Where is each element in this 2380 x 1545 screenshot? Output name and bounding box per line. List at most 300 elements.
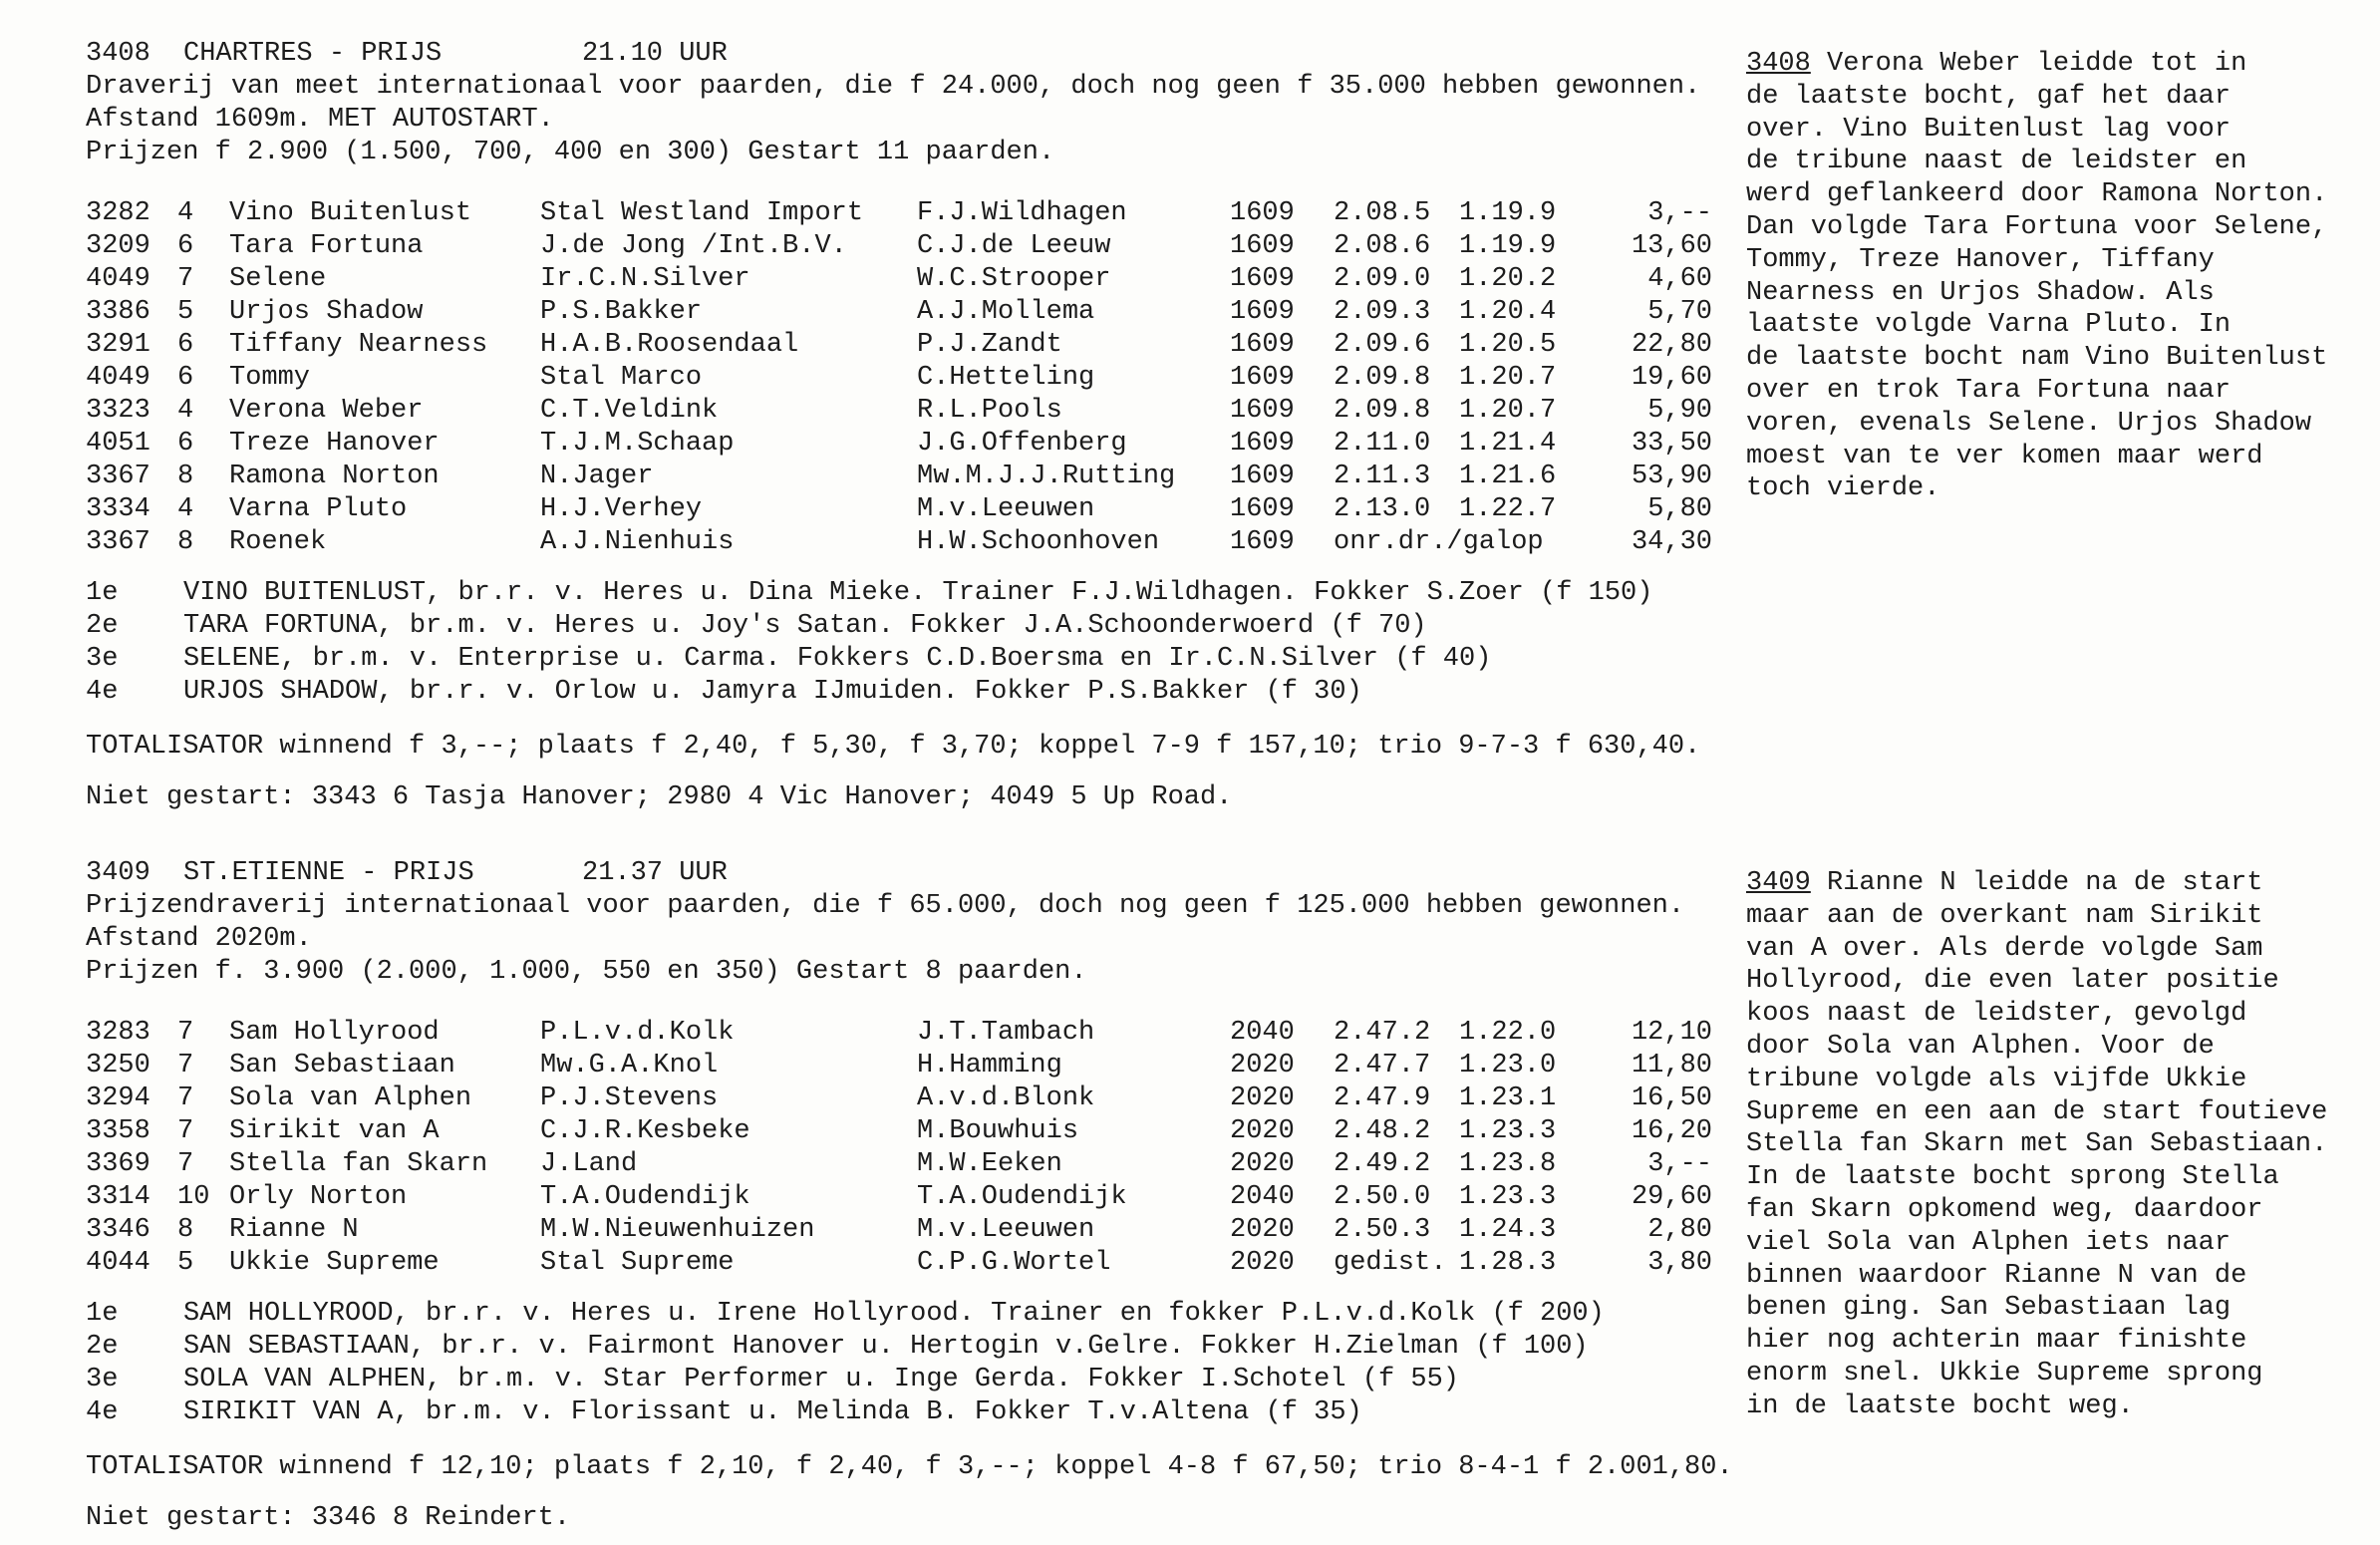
result-age: 6 xyxy=(177,363,194,393)
race-header xyxy=(86,857,1740,890)
result-row xyxy=(86,296,1712,329)
commentary-text: de tribune naast de leidster en xyxy=(1746,147,2247,177)
result-horse: Verona Weber xyxy=(229,396,424,426)
result-trainer: P.J.Zandt xyxy=(917,330,1062,360)
commentary-text: In de laatste bocht sprong Stella xyxy=(1746,1162,2279,1193)
result-age: 7 xyxy=(177,1083,194,1113)
result-km-time: 1.21.4 xyxy=(1459,429,1557,459)
result-odds: 4,60 xyxy=(1647,264,1712,294)
result-km-time: 1.21.6 xyxy=(1459,462,1557,491)
result-row xyxy=(86,526,1712,559)
result-odds: 19,60 xyxy=(1631,363,1712,393)
result-id: 3346 xyxy=(86,1215,150,1245)
result-distance: 2020 xyxy=(1230,1248,1295,1278)
result-time: 2.09.6 xyxy=(1334,330,1431,360)
commentary-line xyxy=(1746,178,2364,211)
result-owner: Stal Marco xyxy=(540,363,703,393)
race-name: CHARTRES - PRIJS xyxy=(183,39,443,69)
result-age: 5 xyxy=(177,1248,194,1278)
placing-position: 4e xyxy=(86,1397,119,1427)
commentary-line xyxy=(1746,1325,2364,1358)
result-trainer: J.T.Tambach xyxy=(917,1018,1095,1048)
result-distance: 2020 xyxy=(1230,1215,1295,1245)
result-km-time: 1.23.0 xyxy=(1459,1051,1557,1081)
commentary-text: Hollyrood, die even later positie xyxy=(1746,966,2279,997)
result-owner: J.de Jong /Int.B.V. xyxy=(540,231,847,261)
result-trainer: M.Bouwhuis xyxy=(917,1116,1079,1146)
commentary-text: door Sola van Alphen. Voor de xyxy=(1746,1031,2215,1062)
result-owner: P.L.v.d.Kolk xyxy=(540,1018,735,1048)
result-horse: Sirikit van A xyxy=(229,1116,440,1146)
commentary-line xyxy=(1746,1128,2364,1161)
totalisator: TOTALISATOR winnend f 3,--; plaats f 2,40, f 5,30, f 3,70; koppel 7-9 f 157,10; trio 9-7-3 f 630,40. xyxy=(86,732,1701,762)
commentary-text: Supreme en een aan de start foutieve xyxy=(1746,1096,2328,1127)
result-km-time: 1.24.3 xyxy=(1459,1215,1557,1245)
commentary-line xyxy=(1746,81,2364,114)
result-horse: Urjos Shadow xyxy=(229,297,424,327)
result-owner: C.T.Veldink xyxy=(540,396,719,426)
result-horse: Selene xyxy=(229,264,327,294)
result-km-time: 1.20.7 xyxy=(1459,363,1557,393)
commentary-line xyxy=(1746,211,2364,244)
race-number: 3409 xyxy=(86,858,150,888)
commentary-line xyxy=(1746,1292,2364,1325)
results-table xyxy=(86,197,1712,559)
result-distance: 1609 xyxy=(1230,494,1295,524)
result-row xyxy=(86,493,1712,526)
result-time: 2.50.0 xyxy=(1334,1182,1431,1212)
commentary-text: maar aan de overkant nam Sirikit xyxy=(1746,900,2263,931)
result-distance: 1609 xyxy=(1230,198,1295,228)
result-id: 3386 xyxy=(86,297,150,327)
result-trainer: C.J.de Leeuw xyxy=(917,231,1111,261)
result-odds: 16,20 xyxy=(1631,1116,1712,1146)
result-odds: 13,60 xyxy=(1631,231,1712,261)
commentary-race-number: 3408 xyxy=(1746,49,1811,79)
race-3408 xyxy=(86,38,1740,814)
result-age: 4 xyxy=(177,396,194,426)
result-trainer: A.v.d.Blonk xyxy=(917,1083,1095,1113)
result-horse: Roenek xyxy=(229,527,327,557)
result-row xyxy=(86,263,1712,296)
placing-text: SELENE, br.m. v. Enterprise u. Carma. Fokkers C.D.Boersma en Ir.C.N.Silver (f 40) xyxy=(183,644,1492,674)
result-horse: Ukkie Supreme xyxy=(229,1248,440,1278)
placings xyxy=(86,1298,1740,1429)
result-distance: 2020 xyxy=(1230,1083,1295,1113)
result-owner: H.J.Verhey xyxy=(540,494,703,524)
result-row xyxy=(86,1115,1712,1148)
commentary-line xyxy=(1746,1096,2364,1129)
result-row xyxy=(86,461,1712,493)
commentary-line xyxy=(1746,1064,2364,1096)
placing-position: 2e xyxy=(86,611,119,641)
result-owner: P.S.Bakker xyxy=(540,297,703,327)
result-distance: 1609 xyxy=(1230,297,1295,327)
commentary-line xyxy=(1746,998,2364,1031)
result-row xyxy=(86,329,1712,362)
result-horse: Treze Hanover xyxy=(229,429,440,459)
result-age: 10 xyxy=(177,1182,210,1212)
result-id: 4049 xyxy=(86,264,150,294)
result-km-time: 1.19.9 xyxy=(1459,198,1557,228)
result-distance: 1609 xyxy=(1230,462,1295,491)
result-row xyxy=(86,428,1712,461)
result-id: 3369 xyxy=(86,1149,150,1179)
result-horse: Sola van Alphen xyxy=(229,1083,472,1113)
result-odds: 53,90 xyxy=(1631,462,1712,491)
result-row xyxy=(86,1214,1712,1247)
result-trainer: R.L.Pools xyxy=(917,396,1062,426)
result-row xyxy=(86,1247,1712,1280)
result-row xyxy=(86,395,1712,428)
placing-row xyxy=(86,1364,1740,1396)
result-odds: 34,30 xyxy=(1631,527,1712,557)
commentary-race-number: 3409 xyxy=(1746,868,1811,898)
commentary-text: Stella fan Skarn met San Sebastiaan. xyxy=(1746,1129,2328,1160)
result-km-time: 1.20.5 xyxy=(1459,330,1557,360)
race-commentary xyxy=(1746,867,2364,1423)
commentary-text: Verona Weber leidde tot in xyxy=(1810,49,2247,79)
result-age: 8 xyxy=(177,462,194,491)
result-trainer: F.J.Wildhagen xyxy=(917,198,1127,228)
placing-position: 1e xyxy=(86,578,119,608)
result-owner: H.A.B.Roosendaal xyxy=(540,330,799,360)
placing-position: 1e xyxy=(86,1299,119,1329)
commentary-text: toch vierde. xyxy=(1746,473,1940,504)
placing-position: 4e xyxy=(86,677,119,707)
commentary-text: over en trok Tara Fortuna naar xyxy=(1746,375,2231,406)
result-odds: 3,80 xyxy=(1647,1248,1712,1278)
result-trainer: H.W.Schoonhoven xyxy=(917,527,1160,557)
result-age: 7 xyxy=(177,264,194,294)
result-km-time: 1.20.7 xyxy=(1459,396,1557,426)
result-owner: P.J.Stevens xyxy=(540,1083,719,1113)
result-time: 2.08.5 xyxy=(1334,198,1431,228)
result-time: 2.49.2 xyxy=(1334,1149,1431,1179)
commentary-text: de laatste bocht nam Vino Buitenlust xyxy=(1746,343,2328,374)
commentary-line xyxy=(1746,472,2364,505)
placing-row xyxy=(86,1396,1740,1429)
result-distance: 1609 xyxy=(1230,429,1295,459)
result-age: 7 xyxy=(177,1018,194,1048)
result-trainer: M.v.Leeuwen xyxy=(917,494,1095,524)
result-owner: M.W.Nieuwenhuizen xyxy=(540,1215,815,1245)
result-trainer: Mw.M.J.J.Rutting xyxy=(917,462,1176,491)
placing-text: SOLA VAN ALPHEN, br.m. v. Star Performer u. Inge Gerda. Fokker I.Schotel (f 55) xyxy=(183,1365,1460,1394)
commentary-line xyxy=(1746,244,2364,277)
commentary-text: Tommy, Treze Hanover, Tiffany xyxy=(1746,244,2215,275)
result-owner: Mw.G.A.Knol xyxy=(540,1051,719,1081)
placing-text: SAN SEBASTIAAN, br.r. v. Fairmont Hanover u. Hertogin v.Gelre. Fokker H.Zielman (f 100) xyxy=(183,1332,1589,1362)
race-conditions: Draverij van meet internationaal voor paarden, die f 24.000, doch nog geen f 35.000 hebben gewonnen. xyxy=(86,72,1701,102)
result-row xyxy=(86,1050,1712,1082)
placing-row xyxy=(86,610,1740,643)
not-started: Niet gestart: 3346 8 Reindert. xyxy=(86,1503,571,1533)
placing-text: SIRIKIT VAN A, br.m. v. Florissant u. Melinda B. Fokker T.v.Altena (f 35) xyxy=(183,1397,1362,1427)
result-id: 3291 xyxy=(86,330,150,360)
result-id: 3294 xyxy=(86,1083,150,1113)
race-distance: Afstand 1609m. MET AUTOSTART. xyxy=(86,105,554,135)
result-id: 4049 xyxy=(86,363,150,393)
commentary-line xyxy=(1746,375,2364,408)
race-number: 3408 xyxy=(86,39,150,69)
placing-text: SAM HOLLYROOD, br.r. v. Heres u. Irene Hollyrood. Trainer en fokker P.L.v.d.Kolk (f 200) xyxy=(183,1299,1605,1329)
commentary-text: werd geflankeerd door Ramona Norton. xyxy=(1746,179,2328,210)
result-row xyxy=(86,1082,1712,1115)
commentary-text: Dan volgde Tara Fortuna voor Selene, xyxy=(1746,211,2328,242)
result-time: 2.09.8 xyxy=(1334,396,1431,426)
commentary-text: fan Skarn opkomend weg, daardoor xyxy=(1746,1194,2263,1225)
results-table xyxy=(86,1017,1712,1280)
result-horse: Tiffany Nearness xyxy=(229,330,488,360)
result-id: 4044 xyxy=(86,1248,150,1278)
race-distance: Afstand 2020m. xyxy=(86,924,312,954)
placing-position: 3e xyxy=(86,644,119,674)
result-odds: 11,80 xyxy=(1631,1051,1712,1081)
result-owner: C.J.R.Kesbeke xyxy=(540,1116,750,1146)
result-row xyxy=(86,1148,1712,1181)
race-name: ST.ETIENNE - PRIJS xyxy=(183,858,474,888)
result-odds: 5,90 xyxy=(1647,396,1712,426)
result-id: 3283 xyxy=(86,1018,150,1048)
result-id: 3367 xyxy=(86,462,150,491)
result-row xyxy=(86,362,1712,395)
race-commentary xyxy=(1746,48,2364,505)
result-km-time: 1.23.3 xyxy=(1459,1182,1557,1212)
result-km-time: 1.20.2 xyxy=(1459,264,1557,294)
commentary-text: enorm snel. Ukkie Supreme sprong xyxy=(1746,1358,2263,1389)
result-age: 7 xyxy=(177,1149,194,1179)
commentary-text: de laatste bocht, gaf het daar xyxy=(1746,81,2231,112)
result-distance: 2020 xyxy=(1230,1149,1295,1179)
result-age: 8 xyxy=(177,1215,194,1245)
result-age: 7 xyxy=(177,1051,194,1081)
commentary-text: binnen waardoor Rianne N van de xyxy=(1746,1260,2247,1291)
result-owner: N.Jager xyxy=(540,462,654,491)
result-odds: 5,70 xyxy=(1647,297,1712,327)
result-odds: 29,60 xyxy=(1631,1182,1712,1212)
result-time: 2.50.3 xyxy=(1334,1215,1431,1245)
result-km-time: 1.22.7 xyxy=(1459,494,1557,524)
result-row xyxy=(86,197,1712,230)
placing-row xyxy=(86,676,1740,709)
result-km-time: 1.23.1 xyxy=(1459,1083,1557,1113)
commentary-line xyxy=(1746,1031,2364,1064)
commentary-line xyxy=(1746,1161,2364,1194)
result-distance: 2020 xyxy=(1230,1051,1295,1081)
result-trainer: H.Hamming xyxy=(917,1051,1062,1081)
result-owner: J.Land xyxy=(540,1149,638,1179)
result-time: 2.09.8 xyxy=(1334,363,1431,393)
result-km-time: 1.20.4 xyxy=(1459,297,1557,327)
result-owner: A.J.Nienhuis xyxy=(540,527,735,557)
result-id: 3250 xyxy=(86,1051,150,1081)
result-time: gedist. xyxy=(1334,1248,1447,1278)
commentary-line xyxy=(1746,441,2364,473)
result-time: 2.13.0 xyxy=(1334,494,1431,524)
race-time: 21.37 UUR xyxy=(582,858,728,888)
race-header xyxy=(86,38,1740,71)
result-distance: 1609 xyxy=(1230,231,1295,261)
result-time: 2.09.3 xyxy=(1334,297,1431,327)
result-horse: Ramona Norton xyxy=(229,462,440,491)
result-time: 2.47.9 xyxy=(1334,1083,1431,1113)
commentary-text: Rianne N leidde na de start xyxy=(1810,868,2263,898)
result-trainer: M.v.Leeuwen xyxy=(917,1215,1095,1245)
result-owner: T.J.M.Schaap xyxy=(540,429,735,459)
result-horse: Rianne N xyxy=(229,1215,359,1245)
commentary-text: viel Sola van Alphen iets naar xyxy=(1746,1227,2231,1258)
result-odds: 2,80 xyxy=(1647,1215,1712,1245)
placing-row xyxy=(86,577,1740,610)
result-odds: 33,50 xyxy=(1631,429,1712,459)
race-prizes: Prijzen f 2.900 (1.500, 700, 400 en 300) Gestart 11 paarden. xyxy=(86,138,1055,167)
result-id: 3282 xyxy=(86,198,150,228)
commentary-text: van A over. Als derde volgde Sam xyxy=(1746,933,2263,964)
result-time: 2.47.7 xyxy=(1334,1051,1431,1081)
commentary-text: Nearness en Urjos Shadow. Als xyxy=(1746,277,2215,308)
result-id: 3314 xyxy=(86,1182,150,1212)
result-odds: 22,80 xyxy=(1631,330,1712,360)
result-time: 2.48.2 xyxy=(1334,1116,1431,1146)
placing-position: 2e xyxy=(86,1332,119,1362)
commentary-text: koos naast de leidster, gevolgd xyxy=(1746,999,2247,1030)
result-trainer: W.C.Strooper xyxy=(917,264,1111,294)
result-horse: Vino Buitenlust xyxy=(229,198,472,228)
result-time: 2.08.6 xyxy=(1334,231,1431,261)
race-prizes: Prijzen f. 3.900 (2.000, 1.000, 550 en 350) Gestart 8 paarden. xyxy=(86,957,1087,987)
commentary-text: over. Vino Buitenlust lag voor xyxy=(1746,114,2231,145)
race-conditions: Prijzendraverij internationaal voor paarden, die f 65.000, doch nog geen f 125.000 hebben gewonnen. xyxy=(86,891,1685,921)
race-3409 xyxy=(86,857,1740,1535)
result-horse: Tara Fortuna xyxy=(229,231,424,261)
commentary-line xyxy=(1746,1227,2364,1260)
result-km-time: 1.28.3 xyxy=(1459,1248,1557,1278)
result-age: 4 xyxy=(177,494,194,524)
commentary-line xyxy=(1746,146,2364,178)
placings xyxy=(86,577,1740,709)
result-age: 8 xyxy=(177,527,194,557)
result-id: 4051 xyxy=(86,429,150,459)
result-horse: Sam Hollyrood xyxy=(229,1018,440,1048)
result-time: onr.dr./galop xyxy=(1334,527,1544,557)
commentary-line xyxy=(1746,309,2364,342)
result-trainer: M.W.Eeken xyxy=(917,1149,1062,1179)
result-distance: 1609 xyxy=(1230,363,1295,393)
commentary-line xyxy=(1746,277,2364,310)
result-id: 3323 xyxy=(86,396,150,426)
commentary-text: moest van te ver komen maar werd xyxy=(1746,441,2263,471)
result-odds: 3,-- xyxy=(1647,1149,1712,1179)
commentary-line xyxy=(1746,1358,2364,1390)
commentary-line xyxy=(1746,342,2364,375)
commentary-line xyxy=(1746,900,2364,933)
result-row xyxy=(86,1181,1712,1214)
commentary-line xyxy=(1746,965,2364,998)
placing-row xyxy=(86,643,1740,676)
result-id: 3209 xyxy=(86,231,150,261)
result-age: 5 xyxy=(177,297,194,327)
result-horse: San Sebastiaan xyxy=(229,1051,455,1081)
commentary-line xyxy=(1746,48,2364,81)
commentary-line xyxy=(1746,867,2364,900)
result-time: 2.11.0 xyxy=(1334,429,1431,459)
placing-row xyxy=(86,1298,1740,1331)
commentary-line xyxy=(1746,1390,2364,1423)
commentary-text: benen ging. San Sebastiaan lag xyxy=(1746,1293,2231,1324)
commentary-line xyxy=(1746,1260,2364,1293)
result-owner: T.A.Oudendijk xyxy=(540,1182,750,1212)
result-trainer: C.Hetteling xyxy=(917,363,1095,393)
result-owner: Stal Westland Import xyxy=(540,198,864,228)
commentary-text: in de laatste bocht weg. xyxy=(1746,1390,2134,1421)
result-distance: 2020 xyxy=(1230,1116,1295,1146)
commentary-text: tribune volgde als vijfde Ukkie xyxy=(1746,1064,2247,1094)
result-horse: Varna Pluto xyxy=(229,494,408,524)
placing-row xyxy=(86,1331,1740,1364)
result-distance: 1609 xyxy=(1230,396,1295,426)
result-odds: 12,10 xyxy=(1631,1018,1712,1048)
result-distance: 1609 xyxy=(1230,330,1295,360)
result-trainer: J.G.Offenberg xyxy=(917,429,1127,459)
result-odds: 5,80 xyxy=(1647,494,1712,524)
result-horse: Stella fan Skarn xyxy=(229,1149,488,1179)
result-trainer: C.P.G.Wortel xyxy=(917,1248,1111,1278)
result-horse: Orly Norton xyxy=(229,1182,408,1212)
placing-text: VINO BUITENLUST, br.r. v. Heres u. Dina Mieke. Trainer F.J.Wildhagen. Fokker S.Zoer (f 150) xyxy=(183,578,1653,608)
commentary-text: hier nog achterin maar finishte xyxy=(1746,1326,2247,1357)
result-time: 2.47.2 xyxy=(1334,1018,1431,1048)
result-id: 3334 xyxy=(86,494,150,524)
result-row xyxy=(86,1017,1712,1050)
result-km-time: 1.23.3 xyxy=(1459,1116,1557,1146)
result-age: 4 xyxy=(177,198,194,228)
placing-text: URJOS SHADOW, br.r. v. Orlow u. Jamyra IJmuiden. Fokker P.S.Bakker (f 30) xyxy=(183,677,1362,707)
result-distance: 1609 xyxy=(1230,264,1295,294)
totalisator: TOTALISATOR winnend f 12,10; plaats f 2,10, f 2,40, f 3,--; koppel 4-8 f 67,50; trio 8-4-1 f 2.001,80. xyxy=(86,1452,1733,1482)
result-odds: 3,-- xyxy=(1647,198,1712,228)
result-trainer: T.A.Oudendijk xyxy=(917,1182,1127,1212)
result-id: 3358 xyxy=(86,1116,150,1146)
result-horse: Tommy xyxy=(229,363,311,393)
result-row xyxy=(86,230,1712,263)
result-km-time: 1.23.8 xyxy=(1459,1149,1557,1179)
result-owner: Ir.C.N.Silver xyxy=(540,264,750,294)
result-owner: Stal Supreme xyxy=(540,1248,735,1278)
race-time: 21.10 UUR xyxy=(582,39,728,69)
result-age: 6 xyxy=(177,429,194,459)
result-age: 7 xyxy=(177,1116,194,1146)
commentary-text: laatste volgde Varna Pluto. In xyxy=(1746,310,2231,341)
result-time: 2.09.0 xyxy=(1334,264,1431,294)
placing-text: TARA FORTUNA, br.m. v. Heres u. Joy's Satan. Fokker J.A.Schoonderwoerd (f 70) xyxy=(183,611,1427,641)
result-id: 3367 xyxy=(86,527,150,557)
result-km-time: 1.22.0 xyxy=(1459,1018,1557,1048)
result-km-time: 1.19.9 xyxy=(1459,231,1557,261)
commentary-line xyxy=(1746,114,2364,147)
commentary-line xyxy=(1746,1194,2364,1227)
result-trainer: A.J.Mollema xyxy=(917,297,1095,327)
not-started: Niet gestart: 3343 6 Tasja Hanover; 2980 4 Vic Hanover; 4049 5 Up Road. xyxy=(86,782,1233,812)
result-time: 2.11.3 xyxy=(1334,462,1431,491)
result-odds: 16,50 xyxy=(1631,1083,1712,1113)
placing-position: 3e xyxy=(86,1365,119,1394)
commentary-text: voren, evenals Selene. Urjos Shadow xyxy=(1746,408,2312,439)
commentary-line xyxy=(1746,933,2364,966)
result-distance: 1609 xyxy=(1230,527,1295,557)
result-age: 6 xyxy=(177,231,194,261)
result-age: 6 xyxy=(177,330,194,360)
